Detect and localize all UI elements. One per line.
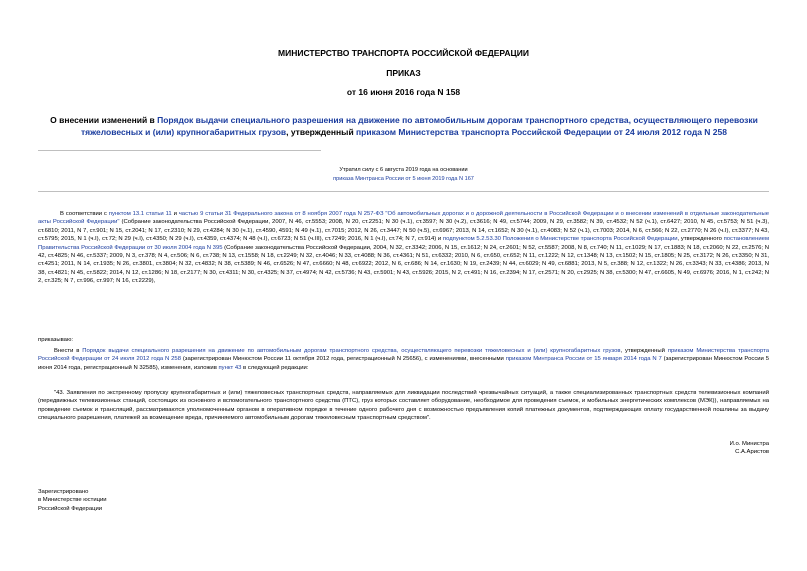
registration-line-1: Зарегистрировано [38, 489, 89, 495]
preamble-link-4[interactable]: постановлением Правительства Российской Федерации от 30 июля 2004 года N 395 [38, 236, 769, 251]
quoted-point-43: "43. Заявления по экстренному пропуску крупногабаритных и (или) тяжеловесных транспортных средств, направляемых для ликвидации последствий чрезвычайных ситуаций, а также специализированных транспортных средств телевизионных компаний (передвижных телевизионных станций, состоящих из основного и вспомогательного транспортного средства (ПТС), груз которых составляет оборудование, необходимое для проведения съемок, и мобильных энергетических комплексов (МЭК)), направляемых на проведение съемок и трансляций, рассматриваются уполномоченным органом в оперативном порядке в течение одного рабочего дня с возможностью предъявления копий платежных документов, подтверждающих оплату государственной пошлины за выдачу специального разрешения, платежей за возмещение вреда, причиняемого автомобильным дорогам тяжеловесным транспортным средством". [38, 390, 769, 422]
preamble-text-5: (Собрание законодательства Российской Федерации, 2004, N 32, ст.3342; 2006, N 15, ст.1612; N 24, ст.2601; N 52, ст.5587; 2008, N 8, ст.740; N 11, ст.1029; N 17, ст.1883; N 18, ст.2060; N 22, ст.2576; N 42, ст.4825; N 46, ст.5337; 2009, N 3, ст.378; N 4, ст.506; N 6, ст.738; N 13, ст.1558; N 18, ст.2249; N 32, ст.4046; N 33, ст.4088; N 36, ст.4361; N 51, ст.6332; 2010, N 6, ст.650, ст.652; N 11, ст.1222; N 12, ст.1348; N 13, ст.1502; N 15, ст.1805; N 25, ст.3172; N 26, ст.3350; N 31, ст.4251; 2011, N 14, ст.1935; N 26, ст.3801, ст.3804; N 32, ст.4832; N 38, ст.5389; N 46, ст.6526; N 47, ст.6660; N 48, ст.6922; 2012, N 6, ст.686; N 14, ст.1630; N 19, ст.2439; N 44, ст.6029; N 49, ст.6881; 2013, N 5, ст.388; N 12, ст.1322; N 26, ст.3343; N 33, ст.4386; 2013, N 38, ст.4821; N 45, ст.5822; 2014, N 12, ст.1286; N 18, ст.2177; N 30, ст.4311; N 30, ст.4325; N 37, ст.4974; N 42, ст.5736; N 43, ст.5901; N 43, ст.5926; 2015, N 2, ст.491; N 16, ст.2394; N 17, ст.2571; N 20, ст.2925; N 38, ст.5300; N 47, ст.6605, N 49, ст.6976; 2016, N 1, ст.242; N 2, ст.325; N 7, ст.996, ст.997; N 16, ст.2229), [38, 244, 769, 285]
status-link[interactable]: приказа Минтранса России от 5 июня 2019 года N 167 [333, 175, 474, 182]
date-number-heading: от 16 июня 2016 года N 158 [346, 87, 461, 97]
preamble-link-2[interactable]: частью 9 статьи 31 Федерального закона от 8 ноября 2007 года N 257-ФЗ "Об автомобильных дорогах и о дорожной деятельности в Российской Федерации и о внесении изменений в отдельные законодательные акты Российской Федерации" [38, 211, 769, 226]
title-middle: , утвержденный [286, 127, 357, 137]
preamble-link-3[interactable]: подпунктом 5.2.53.30 Положения о Министерстве транспорта Российской Федерации [442, 236, 678, 243]
title-link-procedure[interactable]: Порядок выдачи специального разрешения на движение по автомобильным дорогам транспортного средства, осуществляющего перевозки тяжеловесных и (или) крупногабаритных грузов [80, 115, 758, 137]
change-link-procedure[interactable]: Порядок выдачи специального разрешения на движение по автомобильным дорогам транспортного средства, осуществляющего перевозки тяжеловесных и (или) крупногабаритных грузов [82, 348, 621, 354]
change-link-order-258[interactable]: приказом Министерства транспорта Российской Федерации от 24 июля 2012 года N 258 [38, 348, 770, 363]
separator-bottom [38, 191, 769, 192]
separator-top [38, 150, 321, 151]
preamble-text-2: и [171, 211, 179, 217]
preamble-text-3: (Собрание законодательства Российской Федерации, 2007, N 46, ст.5553; 2008, N 20, ст.2251; N 30 (ч.1), ст.3597; N 30 (ч.2), ст.3616; N 49, ст.5744; 2009, N 29, ст.3582; N 39, ст.4532; N 52 (ч.1), ст.6427; 2010, N 45, ст.5753; N 51 (ч.3), ст.6810; 2011, N 7, ст.901; N 15, ст.2041; N 17, ст.2310; N 29, ст.4284; N 30 (ч.1), ст.4590, 4591; N 49 (ч.1), ст.7015; 2012, N 26, ст.3447; N 50 (ч.5), ст.6967; 2013, N 14, ст.1652; N 30 (ч.1), ст.4083; N 52 (ч.1), ст.7003; 2014, N 6, ст.566; N 22, ст.2770; N 26 (ч.I), ст.3377; N 43, ст.5795; 2015, N 1 (ч.I), ст.72; N 29 (ч.I), ст.4350; N 29 (ч.I), ст.4359, ст.4374; N 48 (ч.I), ст.6723; N 51 (ч.III), ст.7249; 2016, N 1 (ч.I), ст.74; N 7, ст.914) и [38, 219, 769, 243]
order-word: приказываю: [38, 337, 74, 343]
registration-line-3: Российской Федерации [38, 505, 103, 512]
change-link-point-43[interactable]: пункт 43 [218, 364, 242, 371]
signature-block [730, 440, 769, 457]
title-link-order[interactable]: приказом Министерства транспорта Российской Федерации от 24 июля 2012 года N 258 [356, 127, 727, 137]
change-paragraph [38, 347, 769, 372]
change-text-1: Внести в [54, 348, 83, 354]
change-text-3: (зарегистрирован Минюстом России 11 октября 2012 года, регистрационный N 25656), с изменениями, внесенными [180, 356, 506, 363]
status-line: Утратил силу с 6 августа 2019 года на основании [339, 167, 468, 173]
signature-name: С.А.Аристов [735, 449, 769, 456]
change-link-order-7[interactable]: приказом Минтранса России от 15 января 2014 года N 7 [505, 356, 662, 363]
change-text-2: , утвержденный [620, 348, 668, 354]
doc-type-heading: ПРИКАЗ [386, 68, 421, 78]
change-text-5: в следующей редакции: [241, 364, 309, 371]
change-text-4: (зарегистрирован Минюстом России 5 июня 2014 года, регистрационный N 32585), изменения, изложив [38, 356, 769, 371]
registration-block [38, 488, 107, 513]
registration-line-2: в Министерстве юстиции [38, 497, 107, 504]
status-note [300, 166, 507, 183]
title-prefix: О внесении изменений в [50, 115, 158, 125]
document-title [40, 114, 768, 138]
signature-role: И.о. Министра [729, 441, 769, 447]
preamble-text-1: В соответствии с [60, 211, 109, 217]
ministry-heading: МИНИСТЕРСТВО ТРАНСПОРТА РОССИЙСКОЙ ФЕДЕРАЦИИ [278, 48, 529, 58]
preamble-text-4: , утвержденного [677, 236, 724, 243]
preamble-paragraph [38, 210, 769, 286]
preamble-link-1[interactable]: пунктом 13.1 статьи 11 [108, 211, 172, 217]
